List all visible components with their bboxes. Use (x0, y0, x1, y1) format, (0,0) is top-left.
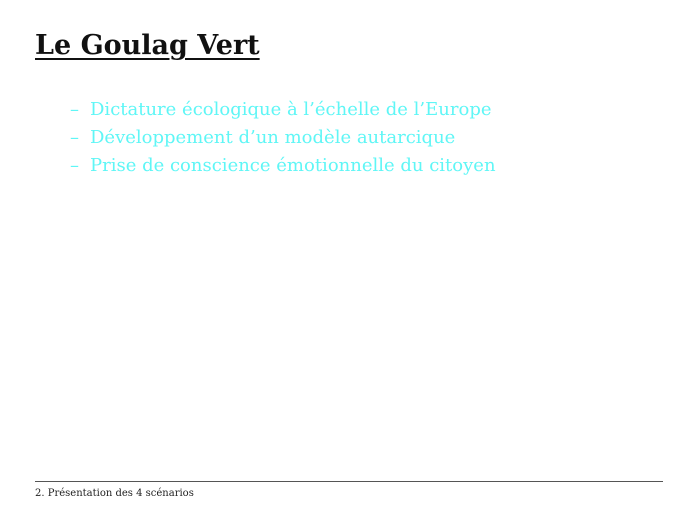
bullet-item (70, 152, 496, 180)
bullet-item (70, 96, 496, 124)
bullet-list (70, 96, 496, 180)
slide-title: Le Goulag Vert (35, 30, 260, 61)
bullet-dash: – (70, 127, 79, 148)
bullet-dash: – (70, 99, 79, 120)
bullet-text: Développement d’un modèle autarcique (90, 127, 456, 148)
bullet-text: Dictature écologique à l’échelle de l’Europe (90, 99, 492, 120)
footer-section-label: 2. Présentation des 4 scénarios (35, 488, 194, 499)
footer-divider (35, 481, 663, 482)
bullet-dash: – (70, 155, 79, 176)
bullet-text: Prise de conscience émotionnelle du citoyen (90, 155, 496, 176)
bullet-item (70, 124, 496, 152)
